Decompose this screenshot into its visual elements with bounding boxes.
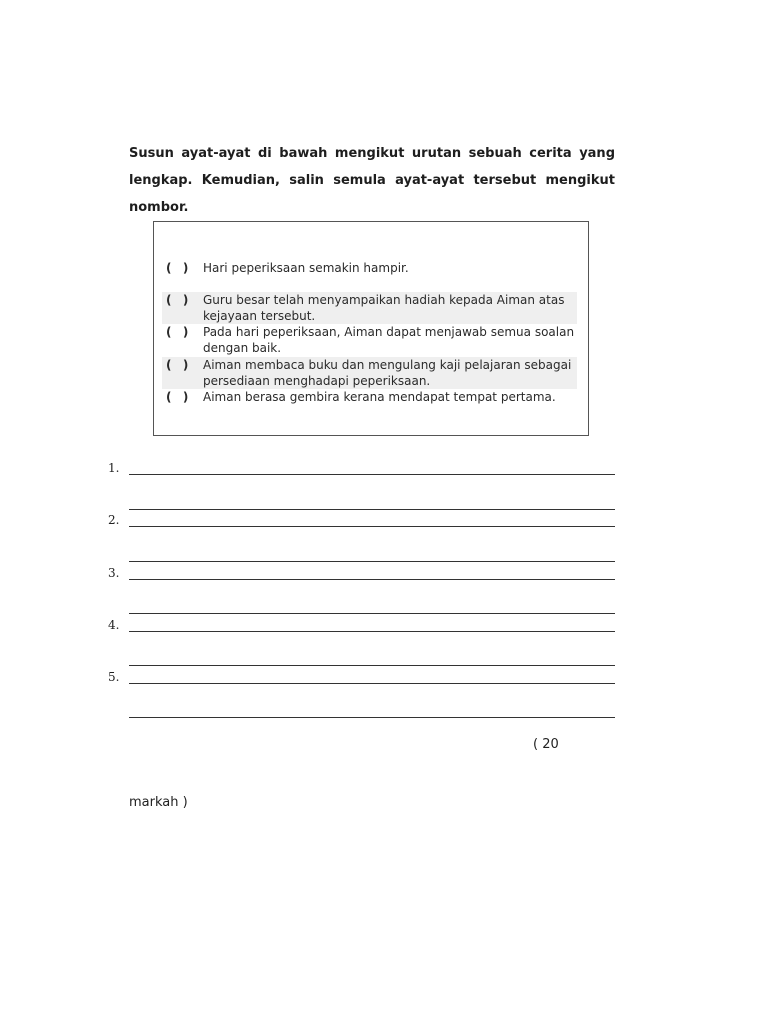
instruction-text: Susun ayat-ayat di bawah mengikut urutan sebuah cerita yang lengkap. Kemudian, salin semula ayat-ayat tersebut mengikut nombor. xyxy=(129,146,615,215)
answer-bracket[interactable]: ( ) xyxy=(166,390,190,404)
answer-bracket[interactable]: ( ) xyxy=(166,261,190,275)
answer-line-5b[interactable] xyxy=(129,717,615,718)
sentence-item-4 xyxy=(162,357,577,389)
answer-line-1a[interactable] xyxy=(129,474,615,475)
sentence-text: Hari peperiksaan semakin hampir. xyxy=(203,261,409,275)
answer-line-1b[interactable] xyxy=(129,509,615,510)
sentence-item-2 xyxy=(162,292,577,324)
sentence-item-1 xyxy=(162,260,577,276)
answer-number-5: 5. xyxy=(108,670,120,684)
answer-bracket[interactable]: ( ) xyxy=(166,358,190,372)
answer-number-3: 3. xyxy=(108,566,120,580)
marks-label-part2: markah ) xyxy=(129,795,188,810)
sentence-box xyxy=(153,221,589,436)
answer-number-4: 4. xyxy=(108,618,120,632)
marks-label-part1: ( 20 xyxy=(533,737,559,752)
sentence-item-3 xyxy=(162,324,577,356)
answer-line-4b[interactable] xyxy=(129,665,615,666)
answer-number-1: 1. xyxy=(108,461,120,475)
sentence-text: Aiman berasa gembira kerana mendapat tempat pertama. xyxy=(203,390,556,404)
sentence-text: Aiman membaca buku dan mengulang kaji pelajaran sebagai persediaan menghadapi peperiksaan. xyxy=(203,358,572,388)
answer-line-3a[interactable] xyxy=(129,579,615,580)
sentence-text: Pada hari peperiksaan, Aiman dapat menjawab semua soalan dengan baik. xyxy=(203,325,575,355)
answer-line-2a[interactable] xyxy=(129,526,615,527)
answer-line-4a[interactable] xyxy=(129,631,615,632)
answer-number-2: 2. xyxy=(108,513,120,527)
answer-line-3b[interactable] xyxy=(129,613,615,614)
sentence-item-5 xyxy=(162,389,577,405)
answer-line-5a[interactable] xyxy=(129,683,615,684)
sentence-text: Guru besar telah menyampaikan hadiah kepada Aiman atas kejayaan tersebut. xyxy=(203,293,565,323)
answer-bracket[interactable]: ( ) xyxy=(166,293,190,307)
answer-bracket[interactable]: ( ) xyxy=(166,325,190,339)
answer-line-2b[interactable] xyxy=(129,561,615,562)
